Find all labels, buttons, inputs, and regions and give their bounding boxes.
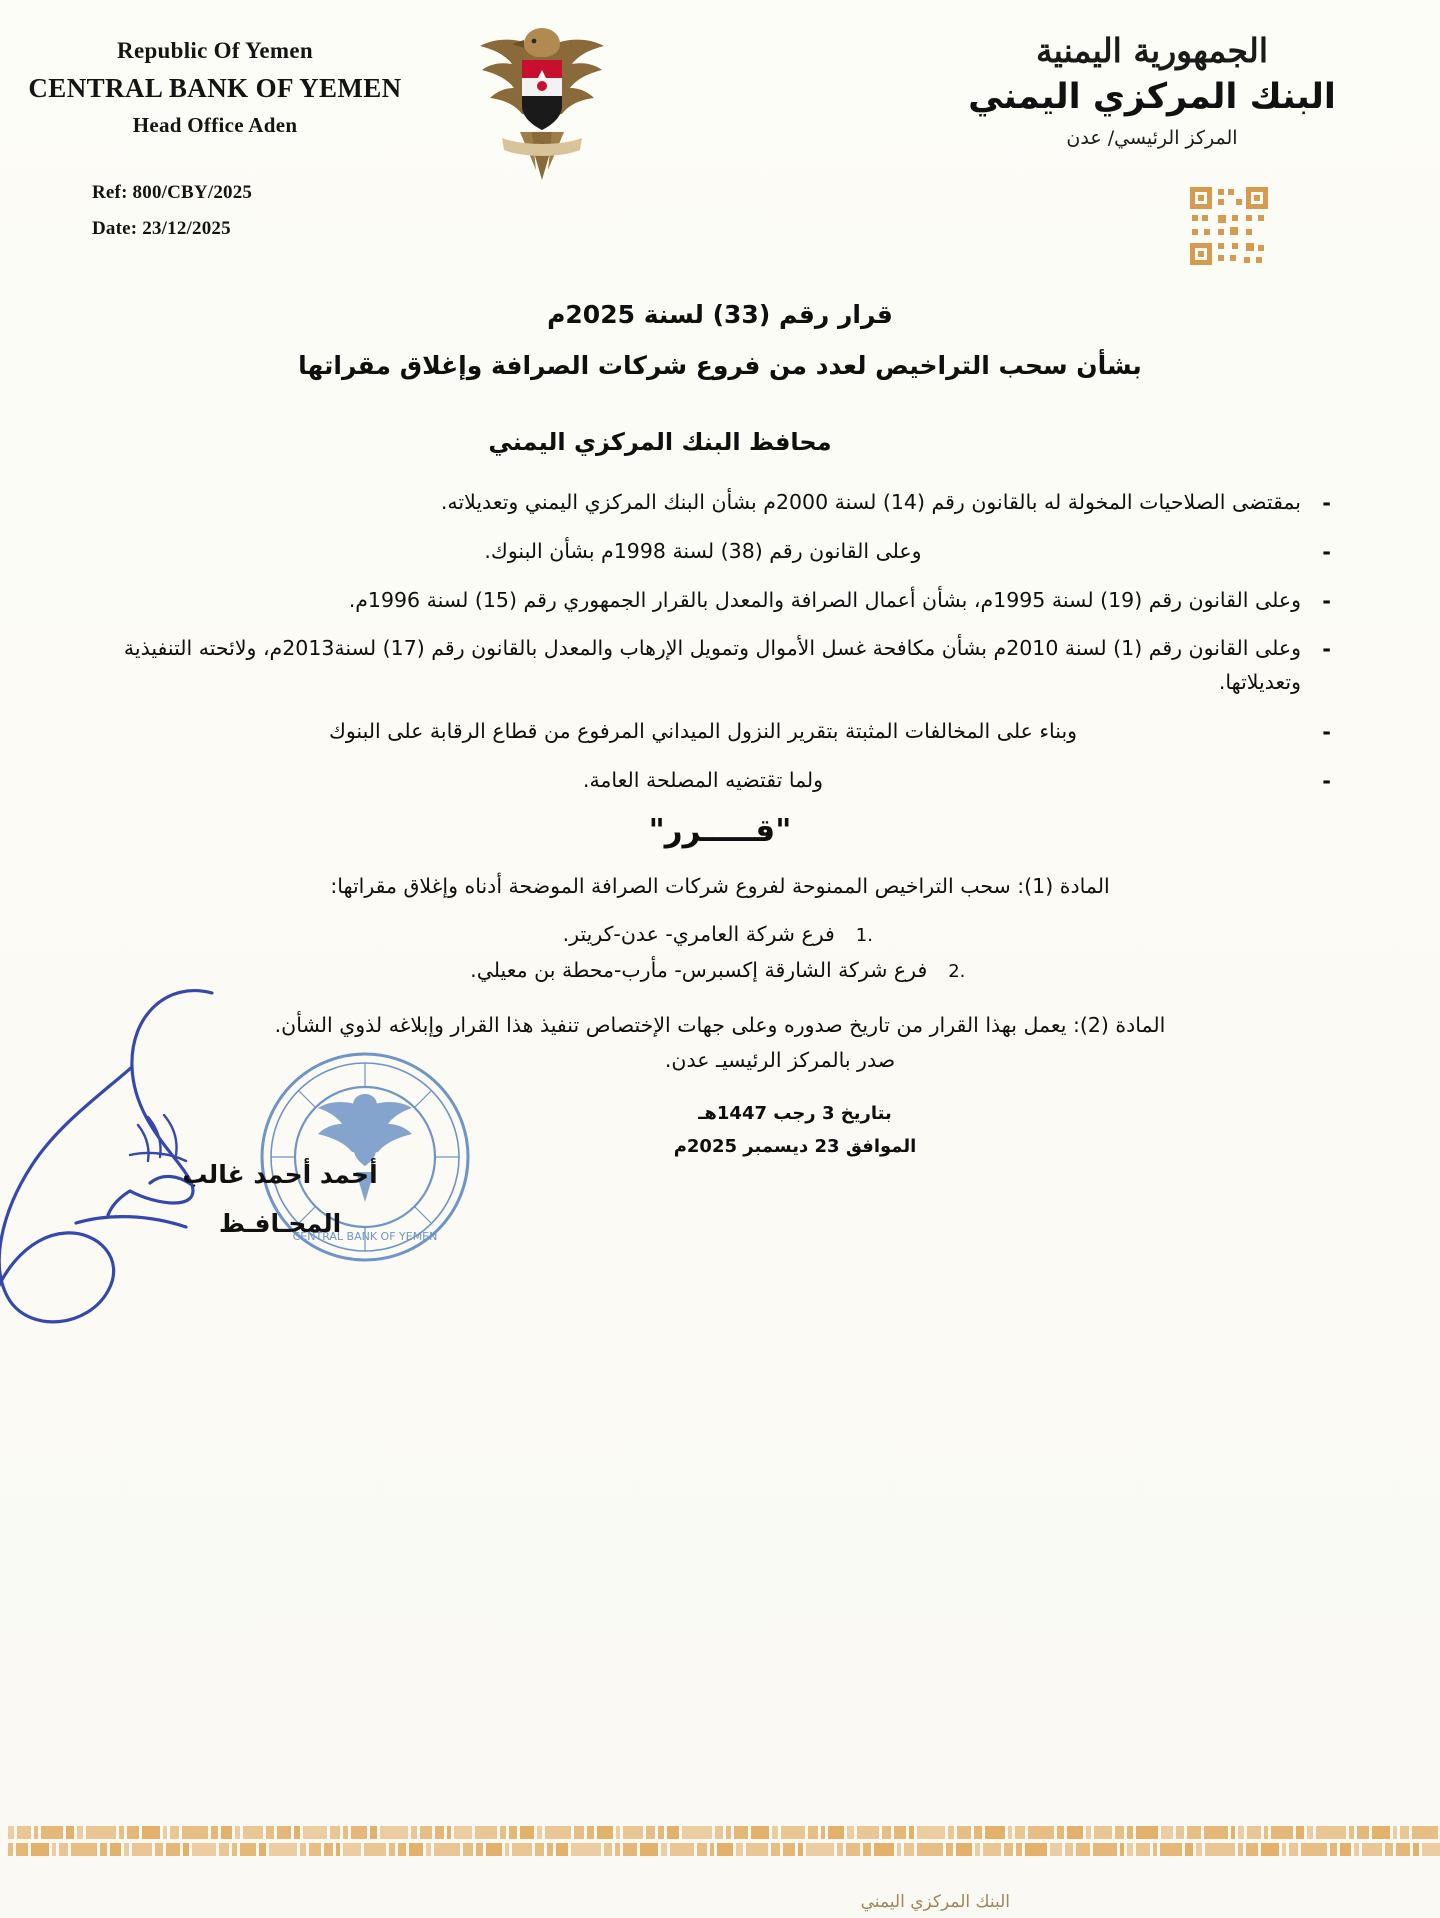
gregorian-date: الموافق 23 ديسمبر 2025م	[673, 1135, 917, 1157]
border-block	[1057, 1826, 1064, 1839]
border-block	[119, 1826, 124, 1839]
governor-role: المحـافـظ	[218, 1209, 342, 1238]
border-block	[535, 1843, 544, 1856]
border-block	[343, 1826, 348, 1839]
border-block	[985, 1826, 1005, 1839]
office-name-arabic: المركز الرئيسي/ عدن	[1066, 127, 1238, 150]
issued-location: صدر بالمركز الرئيسيـ عدن.	[664, 1048, 896, 1073]
border-block	[221, 1826, 232, 1839]
border-block	[380, 1826, 408, 1839]
border-block	[1185, 1843, 1193, 1856]
border-block	[1396, 1843, 1410, 1856]
border-block	[604, 1843, 612, 1856]
border-block	[623, 1826, 643, 1839]
border-block	[235, 1826, 240, 1839]
border-block	[219, 1843, 229, 1856]
border-block	[155, 1843, 163, 1856]
border-block	[1362, 1843, 1382, 1856]
border-block	[1120, 1843, 1124, 1856]
border-block	[615, 1843, 620, 1856]
border-block	[781, 1826, 805, 1839]
border-block	[623, 1843, 637, 1856]
border-block	[1330, 1843, 1337, 1856]
document-date: Date: 23/12/2025	[92, 218, 231, 240]
border-block	[16, 1843, 28, 1856]
border-block	[1301, 1843, 1327, 1856]
office-name-english: Head Office Aden	[132, 113, 298, 137]
decree-addressee: محافظ البنك المركزي اليمني	[488, 428, 832, 456]
border-block	[66, 1826, 74, 1839]
border-block	[1289, 1843, 1298, 1856]
border-block	[556, 1843, 568, 1856]
border-block	[1196, 1843, 1202, 1856]
border-block	[597, 1826, 613, 1839]
border-block	[616, 1826, 620, 1839]
border-block	[1357, 1826, 1369, 1839]
border-block	[717, 1843, 733, 1856]
document-header	[0, 20, 1440, 290]
border-block	[821, 1826, 825, 1839]
list-item: - وعلى القانون رقم (19) لسنة 1995م، بشأن أعمال الصرافة والمعدل بالقرار الجمهوري رقم (15) لسنة 1996م.	[95, 584, 1345, 618]
list-item: - بمقتضى الصلاحيات المخولة له بالقانون رقم (14) لسنة 2000م بشأن البنك المركزي اليمني وتعديلاته.	[95, 486, 1345, 520]
border-block	[837, 1843, 843, 1856]
border-block	[110, 1843, 121, 1856]
border-block	[398, 1843, 406, 1856]
border-block	[974, 1826, 982, 1839]
border-block	[77, 1826, 83, 1839]
border-block	[182, 1826, 208, 1839]
border-block	[100, 1843, 107, 1856]
border-block	[537, 1826, 542, 1839]
border-block	[847, 1826, 854, 1839]
border-block	[17, 1826, 31, 1839]
border-block	[1372, 1826, 1390, 1839]
border-block	[1316, 1826, 1346, 1839]
border-block	[1296, 1826, 1304, 1839]
border-block	[808, 1826, 818, 1839]
border-block	[1413, 1843, 1419, 1856]
border-block	[1028, 1826, 1054, 1839]
border-block	[1127, 1826, 1133, 1839]
header-right-arabic	[892, 30, 1412, 149]
border-block	[587, 1826, 594, 1839]
border-block	[124, 1843, 129, 1856]
border-block	[142, 1826, 160, 1839]
border-block	[86, 1826, 116, 1839]
border-block	[1176, 1826, 1184, 1839]
border-block	[909, 1826, 914, 1839]
border-block	[783, 1843, 795, 1856]
border-block	[1086, 1826, 1091, 1839]
border-block	[505, 1843, 509, 1856]
border-block	[1282, 1843, 1286, 1856]
border-block	[547, 1843, 553, 1856]
list-item: - وعلى القانون رقم (1) لسنة 2010م بشأن مكافحة غسل الأموال وتمويل الإرهاب والمعدل بالقانون رقم (17) لسنة2013م، ولائحته التنفيذية وتعديلاتها.	[95, 632, 1345, 700]
svg-text:CENTRAL BANK OF YEMEN: CENTRAL BANK OF YEMEN	[292, 1230, 438, 1243]
border-block	[828, 1826, 844, 1839]
border-block	[303, 1826, 327, 1839]
border-block	[1349, 1826, 1354, 1839]
border-block	[1136, 1826, 1158, 1839]
border-block	[983, 1843, 1001, 1856]
border-block	[736, 1843, 743, 1856]
border-block	[1422, 1843, 1440, 1856]
article-1-text: المادة (1): سحب التراخيص الممنوحة لفروع شركات الصرافة الموضحة أدناه وإغلاق مقراتها:	[330, 873, 1110, 898]
border-block	[1004, 1843, 1013, 1856]
border-block	[640, 1843, 658, 1856]
hijri-date: بتاريخ 3 رجب 1447هـ	[698, 1103, 892, 1125]
border-block	[946, 1843, 953, 1856]
border-block	[163, 1826, 167, 1839]
border-block	[309, 1843, 321, 1856]
border-block	[904, 1843, 914, 1856]
border-block	[682, 1826, 712, 1839]
border-block	[667, 1826, 679, 1839]
border-block	[874, 1843, 894, 1856]
footer-note: البنك المركزي اليمني	[860, 1892, 1010, 1912]
border-block	[389, 1843, 395, 1856]
border-block	[1065, 1843, 1073, 1856]
border-block	[646, 1826, 655, 1839]
border-block	[1160, 1843, 1182, 1856]
border-block	[1127, 1843, 1133, 1856]
border-block	[1093, 1843, 1117, 1856]
border-block	[1016, 1843, 1022, 1856]
decree-title-line2: بشأن سحب التراخيص لعدد من فروع شركات الصرافة وإغلاق مقراتها	[298, 351, 1142, 380]
border-block	[370, 1826, 377, 1839]
border-block	[8, 1843, 13, 1856]
border-block	[1261, 1843, 1279, 1856]
border-block	[411, 1826, 417, 1839]
list-item: - ولما تقتضيه المصلحة العامة.	[95, 764, 1345, 798]
border-block	[670, 1843, 694, 1856]
header-reference-block	[92, 175, 252, 247]
border-block	[846, 1843, 860, 1856]
border-block	[1025, 1843, 1047, 1856]
border-block	[243, 1826, 263, 1839]
border-block	[1015, 1826, 1025, 1839]
border-block	[259, 1843, 266, 1856]
border-block	[330, 1826, 340, 1839]
border-block	[710, 1843, 714, 1856]
decision-keyword: "قـــــرر"	[648, 812, 792, 849]
border-block	[1340, 1843, 1351, 1856]
border-block	[661, 1843, 667, 1856]
border-block	[882, 1826, 891, 1839]
border-block	[336, 1843, 340, 1856]
border-block	[1271, 1826, 1293, 1839]
decree-title-line1: قرار رقم (33) لسنة 2025م	[547, 300, 893, 329]
list-item-label: فرع شركة الشارقة إكسبرس- مأرب-محطة بن معيلي.	[470, 958, 928, 983]
border-block	[1385, 1843, 1393, 1856]
border-block	[771, 1843, 780, 1856]
border-block	[658, 1826, 664, 1839]
border-block	[434, 1843, 460, 1856]
border-block	[1307, 1826, 1313, 1839]
border-block	[127, 1826, 139, 1839]
border-block	[266, 1826, 274, 1839]
border-block	[746, 1843, 768, 1856]
border-block	[520, 1826, 534, 1839]
bank-name-arabic: البنك المركزي اليمني	[968, 77, 1336, 118]
border-block	[1050, 1843, 1062, 1856]
border-block	[1067, 1826, 1083, 1839]
border-block	[486, 1843, 502, 1856]
border-block	[917, 1826, 945, 1839]
border-block	[1354, 1843, 1359, 1856]
border-block	[166, 1843, 180, 1856]
governor-name: أحمد أحمد غالب	[182, 1160, 378, 1189]
border-block	[1136, 1843, 1150, 1856]
list-item-label: فرع شركة العامري- عدن-كريتر.	[562, 921, 835, 946]
border-block	[447, 1826, 451, 1839]
border-block	[476, 1843, 483, 1856]
border-block	[857, 1826, 879, 1839]
article-2-text: المادة (2): يعمل بهذا القرار من تاريخ صدوره وعلى جهات الإختصاص تنفيذ هذا القرار وإبلاغه لذوي الشأن.	[274, 1013, 1166, 1038]
border-block	[1076, 1843, 1090, 1856]
border-block	[863, 1843, 871, 1856]
border-block	[917, 1843, 943, 1856]
border-block	[240, 1843, 256, 1856]
border-block	[59, 1843, 68, 1856]
header-left-english	[0, 38, 430, 138]
border-block	[697, 1843, 707, 1856]
preamble-clause-list	[95, 486, 1345, 798]
border-block	[475, 1826, 497, 1839]
border-block	[1094, 1826, 1112, 1839]
border-block	[1187, 1826, 1201, 1839]
border-block	[897, 1843, 901, 1856]
border-block	[894, 1826, 906, 1839]
border-block	[571, 1843, 601, 1856]
border-block	[1115, 1826, 1124, 1839]
border-block	[351, 1826, 367, 1839]
country-name-arabic: الجمهورية اليمنية	[1035, 31, 1269, 70]
signature-block	[120, 1160, 440, 1238]
border-block	[1412, 1826, 1438, 1839]
border-block	[183, 1843, 189, 1856]
border-block	[1153, 1843, 1157, 1856]
reference-number: Ref: 800/CBY/2025	[92, 182, 253, 203]
border-block	[956, 1843, 972, 1856]
border-block	[1161, 1826, 1173, 1839]
border-block	[277, 1826, 291, 1839]
bank-name-english: CENTRAL BANK OF YEMEN	[28, 73, 402, 103]
border-block	[170, 1826, 179, 1839]
border-block	[192, 1843, 216, 1856]
border-block	[1204, 1826, 1228, 1839]
border-block	[726, 1826, 731, 1839]
border-block	[463, 1843, 473, 1856]
border-block	[52, 1843, 56, 1856]
decorative-border-strip	[0, 1826, 1440, 1860]
border-block	[34, 1826, 38, 1839]
border-block	[948, 1826, 954, 1839]
list-item-number: .1	[855, 924, 873, 946]
border-block	[8, 1826, 14, 1839]
border-block	[500, 1826, 506, 1839]
list-item: - وبناء على المخالفات المثبتة بتقرير النزول الميداني المرفوع من قطاع الرقابة على البنوك	[95, 715, 1345, 749]
border-block	[420, 1826, 432, 1839]
border-block	[409, 1843, 423, 1856]
border-block	[1008, 1826, 1012, 1839]
border-block	[975, 1843, 980, 1856]
border-block	[31, 1843, 49, 1856]
border-block	[232, 1843, 237, 1856]
border-block	[343, 1843, 361, 1856]
border-block	[957, 1826, 971, 1839]
border-block	[545, 1826, 571, 1839]
border-block	[71, 1843, 97, 1856]
border-block	[364, 1843, 386, 1856]
border-block	[435, 1826, 444, 1839]
border-block	[132, 1843, 152, 1856]
border-block	[1238, 1826, 1244, 1839]
yemen-eagle-emblem-icon	[462, 20, 622, 185]
border-block	[41, 1826, 63, 1839]
border-block	[1393, 1826, 1397, 1839]
list-item: - وعلى القانون رقم (38) لسنة 1998م بشأن البنوك.	[95, 535, 1345, 569]
list-item-number: .2	[948, 961, 966, 983]
qr-code-ornament-icon	[1188, 185, 1270, 267]
border-block	[1246, 1843, 1258, 1856]
border-block	[798, 1843, 803, 1856]
border-block	[1205, 1843, 1235, 1856]
border-block	[211, 1826, 218, 1839]
border-block	[1238, 1843, 1243, 1856]
border-block	[1231, 1826, 1235, 1839]
country-name: Republic Of Yemen	[117, 38, 313, 63]
border-block	[324, 1843, 333, 1856]
border-block	[426, 1843, 431, 1856]
border-block	[1264, 1826, 1268, 1839]
border-block	[574, 1826, 584, 1839]
border-block	[1247, 1826, 1261, 1839]
list-item	[95, 916, 1345, 953]
border-block	[509, 1826, 517, 1839]
border-block	[751, 1826, 769, 1839]
border-block	[1400, 1826, 1409, 1839]
border-block	[772, 1826, 778, 1839]
border-block	[512, 1843, 532, 1856]
border-block	[715, 1826, 723, 1839]
border-block	[454, 1826, 472, 1839]
border-block	[300, 1843, 306, 1856]
border-block	[294, 1826, 300, 1839]
border-block	[269, 1843, 297, 1856]
border-block	[806, 1843, 834, 1856]
border-block	[734, 1826, 748, 1839]
